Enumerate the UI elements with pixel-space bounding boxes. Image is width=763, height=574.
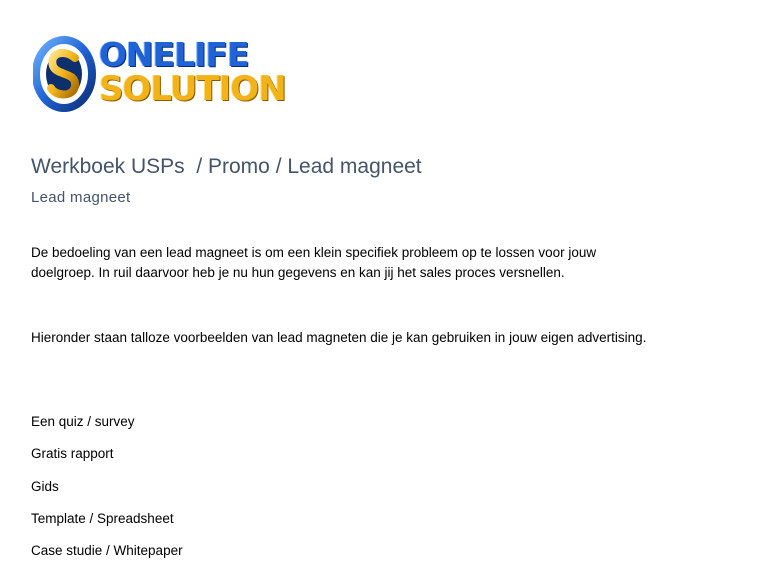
examples-paragraph: Hieronder staan talloze voorbeelden van lead magneten die je kan gebruiken in jouw eigen advertising. — [31, 330, 647, 345]
logo-emblem-icon — [33, 36, 97, 112]
breadcrumb-title: Werkboek USPs / Promo / Lead magneet — [31, 155, 422, 178]
onelife-solution-logo — [33, 36, 295, 112]
logo-text-onelife: ONELIFE — [99, 35, 249, 74]
list-item: Een quiz / survey — [31, 414, 135, 429]
section-subtitle: Lead magneet — [31, 189, 131, 206]
intro-paragraph: De bedoeling van een lead magneet is om een klein specifiek probleem op te lossen voor jouw doelgroep. In ruil daarvoor heb je nu hun gegevens en kan jij het sales proces versnellen. — [31, 245, 597, 280]
logo-text-solution: SOLUTION — [99, 69, 286, 109]
list-item: Case studie / Whitepaper — [31, 543, 183, 559]
lead-magnet-list — [31, 413, 183, 574]
list-item: Gratis rapport — [31, 446, 114, 462]
list-item: Template / Spreadsheet — [31, 510, 174, 526]
list-item: Gids — [31, 478, 59, 494]
